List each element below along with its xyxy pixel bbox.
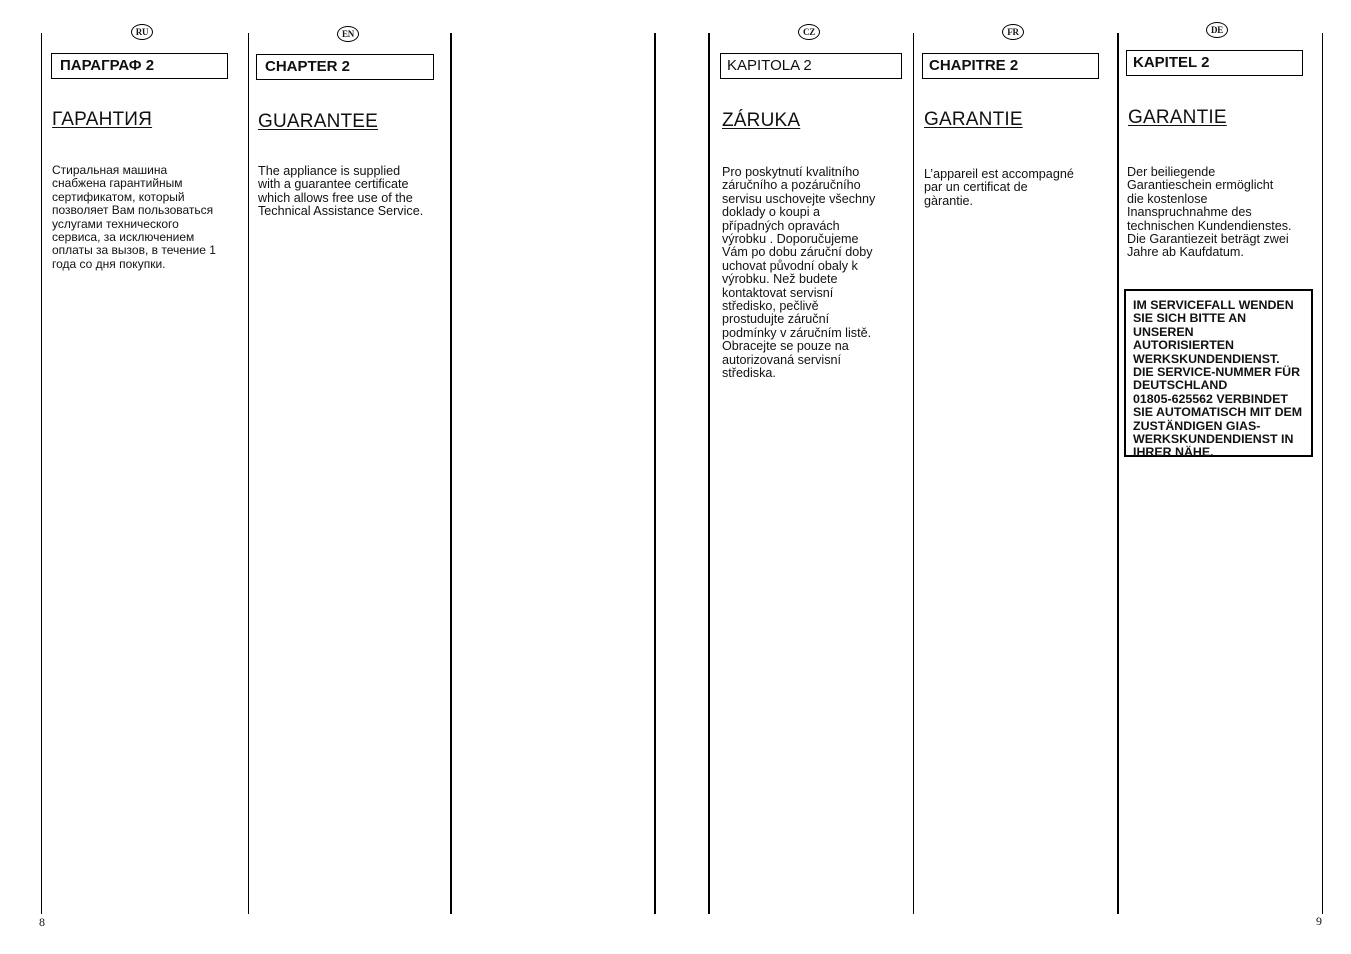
column-rule-en-blank	[450, 33, 452, 914]
service-notice-box-de: IM SERVICEFALL WENDEN SIE SICH BITTE AN UNSEREN AUTORISIERTEN WERKSKUNDENDIENST. DIE SERVICE-NUMMER FÜR DEUTSCHLAND 01805-625562 VERBINDET SIE AUTOMATISCH MIT DEM ZUSTÄNDIGEN GIAS- WERKSKUNDENDIENST IN IHRER NÄHE.	[1124, 289, 1313, 457]
chapter-heading-ru: ПАРАГРАФ 2	[51, 53, 228, 79]
body-text-fr: L’appareil est accompagné par un certificat de gàrantie.	[924, 167, 1074, 208]
column-rule-right-edge	[1322, 33, 1323, 914]
language-badge-en: EN	[337, 26, 359, 42]
column-rule-left-edge	[41, 33, 42, 914]
language-badge-de: DE	[1206, 22, 1228, 38]
section-title-cz: ZÁRUKA	[722, 110, 801, 131]
chapter-heading-fr: CHAPITRE 2	[922, 53, 1099, 79]
section-title-de: GARANTIE	[1128, 107, 1227, 128]
page-number-right: 9	[1316, 914, 1322, 928]
column-rule-ru-en	[248, 33, 249, 914]
column-rule-page-gutter-right	[708, 33, 710, 914]
column-rule-cz-fr	[913, 33, 914, 914]
chapter-heading-cz: KAPITOLA 2	[720, 53, 902, 79]
body-text-en: The appliance is supplied with a guarantee certificate which allows free use of the Technical Assistance Service.	[258, 164, 424, 219]
language-badge-ru: RU	[131, 24, 153, 40]
language-badge-cz: CZ	[798, 24, 820, 40]
chapter-heading-de: KAPITEL 2	[1126, 50, 1303, 76]
column-rule-fr-de	[1117, 33, 1119, 914]
language-badge-fr: FR	[1002, 24, 1024, 40]
section-title-ru: ГАРАНТИЯ	[52, 109, 153, 130]
body-text-de: Der beiliegende Garantieschein ermöglicht die kostenlose Inanspruchnahme des technischen Kundendienstes. Die Garantiezeit beträgt zwei Jahre ab Kaufdatum.	[1127, 165, 1292, 260]
body-text-cz: Pro poskytnutí kvalitního záručního a pozáručního servisu uschovejte všechny doklady o koupi a případných opravách výrobku . Doporučujeme Vám po dobu záruční doby uchovat původní obaly k výrobku. Než budete kontaktovat servisní středisko, pečlivě prostudujte záruční podmínky v záručním listě. Obracejte se pouze na autorizovaná servisní střediska.	[722, 165, 876, 381]
section-title-en: GUARANTEE	[258, 111, 379, 132]
chapter-heading-en: CHAPTER 2	[256, 54, 434, 80]
body-text-ru: Стиральная машина снабжена гарантийным сертификатом, который позволяет Вам пользоваться услугами технического сервиса, за исключением оплаты за вызов, в течение 1 года со дня покупки.	[52, 163, 216, 271]
column-rule-page-gutter-left	[654, 33, 656, 914]
section-title-fr: GARANTIE	[924, 109, 1023, 130]
page-number-left: 8	[39, 915, 45, 929]
